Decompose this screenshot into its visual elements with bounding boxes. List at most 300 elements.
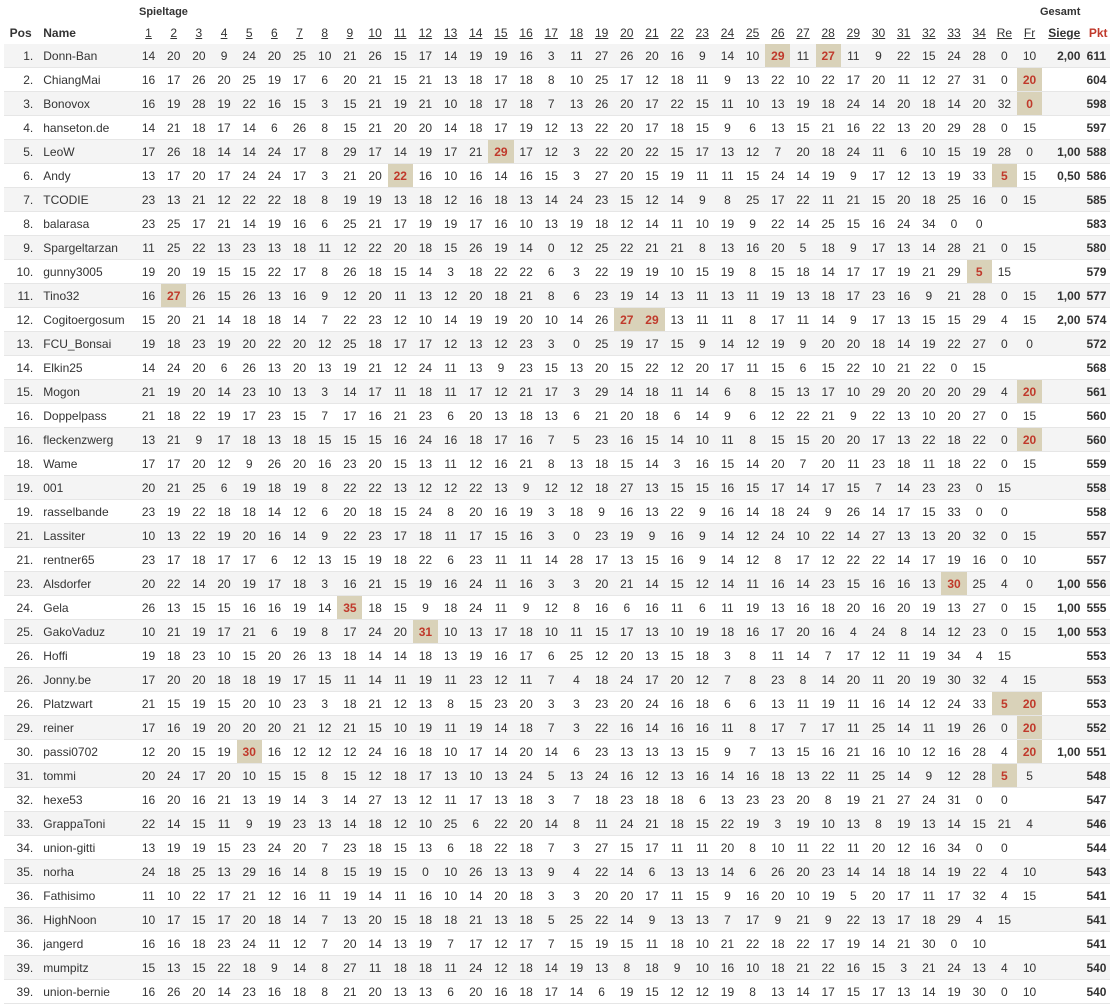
player-name[interactable]: Alsdorfer [37,572,136,596]
col-name-header[interactable]: Name [43,26,76,40]
matchday-15-points: 23 [488,692,513,716]
re-value: 4 [992,380,1017,404]
matchday-25-points: 10 [740,44,765,68]
player-name[interactable]: passi0702 [37,740,136,764]
matchday-18-points: 3 [564,836,589,860]
player-name[interactable]: Jonny.be [37,668,136,692]
matchday-17-points: 17 [539,980,564,1004]
col-day-6-header[interactable]: 6 [271,26,278,40]
matchday-7-points: 19 [287,476,312,500]
matchday-25-points: 12 [740,140,765,164]
matchday-34-points: 32 [967,524,992,548]
matchday-11-points: 18 [388,956,413,980]
player-name[interactable]: hanseton.de [37,116,136,140]
matchday-21-points: 15 [639,164,664,188]
matchday-10-points: 11 [362,956,387,980]
matchday-10-points: 20 [362,452,387,476]
matchday-22-points: 15 [665,140,690,164]
matchday-6-points: 6 [262,116,287,140]
re-value: 0 [992,836,1017,860]
player-name[interactable]: rasselbande [37,500,136,524]
player-name[interactable]: 001 [37,476,136,500]
matchday-5-points: 23 [237,980,262,1004]
col-day-14-header[interactable]: 14 [469,26,483,40]
matchday-18-points: 11 [564,620,589,644]
matchday-9-points: 22 [337,524,362,548]
matchday-32-points: 11 [916,884,941,908]
matchday-26-points: 18 [765,764,790,788]
player-name[interactable]: ChiangMai [37,68,136,92]
position: 26. [4,692,37,716]
matchday-10-points: 27 [362,788,387,812]
col-day-28-header[interactable]: 28 [821,26,835,40]
matchday-2-points: 20 [161,308,186,332]
matchday-21-points: 18 [639,380,664,404]
player-name[interactable]: hexe53 [37,788,136,812]
total-points: 598 [1086,92,1110,116]
player-name[interactable]: gunny3005 [37,260,136,284]
re-value: 5 [992,692,1017,716]
matchday-2-points: 22 [161,572,186,596]
matchday-10-points: 21 [362,68,387,92]
matchday-22-points: 14 [665,188,690,212]
matchday-18-points: 12 [564,476,589,500]
col-day-3-header[interactable]: 3 [195,26,203,40]
col-day-17-header[interactable]: 17 [544,26,558,40]
fr-value: 20 [1017,740,1042,764]
matchday-5-points: 19 [237,476,262,500]
matchday-17-points: 3 [539,524,564,548]
matchday-23-points: 18 [690,644,715,668]
matchday-25-points: 11 [740,284,765,308]
player-name[interactable]: Hoffi [37,644,136,668]
matchday-31-points: 20 [891,92,916,116]
matchday-11-points: 15 [388,908,413,932]
matchday-21-points: 12 [639,764,664,788]
col-day-29-header[interactable]: 29 [846,26,861,40]
matchday-6-points: 13 [262,428,287,452]
matchday-18-points: 25 [564,644,589,668]
matchday-13-points: 10 [438,740,463,764]
matchday-10-points: 21 [362,116,387,140]
matchday-22-points: 16 [665,524,690,548]
matchday-18-points: 6 [564,740,589,764]
col-day-16-header[interactable]: 16 [519,26,533,40]
matchday-18-points: 3 [564,164,589,188]
player-name[interactable]: mumpitz [37,956,136,980]
re-value: 0 [992,620,1017,644]
matchday-21-points: 18 [639,404,664,428]
matchday-14-points: 12 [463,452,488,476]
matchday-11-points: 17 [388,212,413,236]
matchday-2-points: 16 [161,932,186,956]
matchday-4-points: 15 [211,836,236,860]
re-value: 5 [992,164,1017,188]
matchday-19-points: 23 [589,284,614,308]
col-siege-header[interactable]: Siege [1048,26,1081,40]
matchday-22-points: 13 [665,860,690,884]
player-name[interactable]: Lassiter [37,524,136,548]
player-name[interactable]: Donn-Ban [37,44,136,68]
matchday-10-points: 18 [362,332,387,356]
col-re-header[interactable]: Re [996,26,1013,40]
matchday-22-points: 6 [665,404,690,428]
matchday-24-points: 14 [715,44,740,68]
matchday-2-points: 25 [161,236,186,260]
matchday-7-points: 14 [287,860,312,884]
matchday-18-points: 24 [564,188,589,212]
matchday-10-points: 18 [362,500,387,524]
matchday-28-points: 17 [816,716,841,740]
matchday-28-points: 17 [816,476,841,500]
fr-value: 10 [1017,44,1042,68]
matchday-34-points: 19 [967,140,992,164]
col-day-25-header[interactable]: 25 [745,26,760,40]
col-day-13-header[interactable]: 13 [443,26,458,40]
col-day-12-header[interactable]: 12 [418,26,433,40]
matchday-33-points: 14 [941,812,966,836]
col-day-26-header[interactable]: 26 [771,26,785,40]
matchday-27-points: 19 [790,812,815,836]
col-day-15-header[interactable]: 15 [494,26,508,40]
matchday-1-points: 13 [136,428,161,452]
col-day-7-header[interactable]: 7 [296,26,303,40]
matchday-3-points: 18 [186,548,211,572]
matchday-15-points: 16 [488,500,513,524]
player-name[interactable]: union-bernie [37,980,136,1004]
matchday-6-points: 6 [262,548,287,572]
col-fr-header[interactable]: Fr [1023,26,1036,40]
matchday-11-points: 15 [388,596,413,620]
player-name[interactable]: Spargeltarzan [37,236,136,260]
matchday-13-points: 17 [438,140,463,164]
matchday-31-points: 19 [891,260,916,284]
col-day-19-header[interactable]: 19 [594,26,609,40]
matchday-25-points: 8 [740,644,765,668]
matchday-14-points: 14 [463,884,488,908]
matchday-2-points: 15 [161,692,186,716]
matchday-3-points: 15 [186,908,211,932]
matchday-29-points: 20 [841,332,866,356]
col-day-24-header[interactable]: 24 [720,26,735,40]
fr-value: 0 [1017,572,1042,596]
matchday-22-points: 11 [665,596,690,620]
player-name[interactable]: union-gitti [37,836,136,860]
player-name[interactable]: LeoW [37,140,136,164]
col-day-18-header[interactable]: 18 [569,26,584,40]
player-name[interactable]: HighNoon [37,908,136,932]
col-day-30-header[interactable]: 30 [871,26,886,40]
matchday-2-points: 17 [161,908,186,932]
col-day-23-header[interactable]: 23 [695,26,709,40]
siege-value [1042,668,1086,692]
col-day-34-header[interactable]: 34 [972,26,986,40]
matchday-13-points: 15 [438,236,463,260]
total-points: 556 [1086,572,1110,596]
matchday-7-points: 15 [287,92,312,116]
col-day-32-header[interactable]: 32 [922,26,936,40]
matchday-31-points: 14 [891,476,916,500]
matchday-4-points: 12 [211,452,236,476]
col-day-20-header[interactable]: 20 [620,26,634,40]
matchday-33-points: 19 [941,548,966,572]
player-name[interactable]: Cogitoergosum [37,308,136,332]
siege-value [1042,356,1086,380]
col-day-4-header[interactable]: 4 [220,26,228,40]
matchday-10-points: 21 [362,212,387,236]
fr-value: 20 [1017,380,1042,404]
matchday-6-points: 19 [262,68,287,92]
matchday-32-points: 10 [916,140,941,164]
player-name[interactable]: balarasa [37,212,136,236]
fr-value: 20 [1017,692,1042,716]
matchday-9-points: 12 [337,284,362,308]
matchday-15-points: 19 [488,308,513,332]
matchday-31-points: 13 [891,236,916,260]
matchday-22-points: 19 [665,164,690,188]
player-name[interactable]: TCODIE [37,188,136,212]
position: 26. [4,668,37,692]
matchday-6-points: 13 [262,236,287,260]
matchday-29-points: 17 [841,284,866,308]
matchday-34-points: 29 [967,308,992,332]
matchday-2-points: 18 [161,332,186,356]
matchday-12-points: 17 [413,764,438,788]
total-points: 544 [1086,836,1110,860]
matchday-12-points: 21 [413,68,438,92]
matchday-21-points: 18 [639,788,664,812]
matchday-8-points: 8 [312,140,337,164]
player-name[interactable]: rentner65 [37,548,136,572]
matchday-6-points: 13 [262,356,287,380]
total-points: 555 [1086,596,1110,620]
matchday-8-points: 7 [312,404,337,428]
matchday-25-points: 15 [740,164,765,188]
position: 33. [4,812,37,836]
matchday-24-points: 16 [715,500,740,524]
matchday-20-points: 13 [614,548,639,572]
col-pkt-header[interactable]: Pkt [1088,26,1108,40]
matchday-28-points: 9 [816,500,841,524]
matchday-6-points: 22 [262,332,287,356]
matchday-31-points: 13 [891,404,916,428]
matchday-33-points: 0 [941,356,966,380]
player-name[interactable]: tommi [37,764,136,788]
matchday-19-points: 18 [589,476,614,500]
matchday-26-points: 13 [765,692,790,716]
col-day-31-header[interactable]: 31 [897,26,911,40]
col-day-1-header[interactable]: 1 [145,26,152,40]
matchday-9-points: 25 [337,212,362,236]
matchday-20-points: 15 [614,188,639,212]
matchday-19-points: 22 [589,116,614,140]
total-points: 568 [1086,356,1110,380]
matchday-13-points: 13 [438,764,463,788]
matchday-16-points: 18 [514,68,539,92]
col-day-9-header[interactable]: 9 [346,26,354,40]
matchday-16-points: 18 [514,836,539,860]
player-name[interactable]: Fathisimo [37,884,136,908]
matchday-31-points: 27 [891,788,916,812]
matchday-23-points: 11 [690,836,715,860]
matchday-14-points: 16 [463,164,488,188]
total-points: 586 [1086,164,1110,188]
matchday-26-points: 24 [765,164,790,188]
matchday-30-points: 12 [866,644,891,668]
matchday-7-points: 12 [287,548,312,572]
fr-value: 10 [1017,980,1042,1004]
matchday-11-points: 16 [388,740,413,764]
matchday-32-points: 13 [916,572,941,596]
matchday-22-points: 22 [665,500,690,524]
matchday-22-points: 22 [665,92,690,116]
re-value: 0 [992,284,1017,308]
col-day-10-header[interactable]: 10 [368,26,382,40]
col-day-5-header[interactable]: 5 [245,26,253,40]
fr-value: 15 [1017,164,1042,188]
matchday-32-points: 34 [916,212,941,236]
matchday-6-points: 22 [262,260,287,284]
matchday-2-points: 17 [161,548,186,572]
col-day-27-header[interactable]: 27 [796,26,810,40]
player-name[interactable]: Bonovox [37,92,136,116]
player-name[interactable]: Elkin25 [37,356,136,380]
matchday-1-points: 23 [136,548,161,572]
matchday-9-points: 19 [337,188,362,212]
player-name[interactable]: fleckenzwerg [37,428,136,452]
matchday-8-points: 7 [312,308,337,332]
matchday-31-points: 14 [891,764,916,788]
matchday-21-points: 6 [639,860,664,884]
matchday-26-points: 15 [765,356,790,380]
player-name[interactable]: Tino32 [37,284,136,308]
matchday-18-points: 18 [564,500,589,524]
matchday-19-points: 27 [589,44,614,68]
matchday-32-points: 15 [916,308,941,332]
player-name[interactable]: GrappaToni [37,812,136,836]
player-name[interactable]: Doppelpass [37,404,136,428]
matchday-11-points: 15 [388,44,413,68]
matchday-10-points: 16 [362,404,387,428]
player-name[interactable]: reiner [37,716,136,740]
matchday-19-points: 27 [589,836,614,860]
matchday-7-points: 16 [287,284,312,308]
matchday-29-points: 16 [841,116,866,140]
matchday-5-points: 17 [237,548,262,572]
fr-value: 20 [1017,716,1042,740]
col-day-8-header[interactable]: 8 [321,26,329,40]
matchday-28-points: 18 [816,92,841,116]
matchday-25-points: 14 [740,452,765,476]
matchday-29-points: 21 [841,740,866,764]
table-row [4,356,1110,380]
matchday-1-points: 15 [136,308,161,332]
matchday-10-points: 17 [362,140,387,164]
matchday-19-points: 23 [589,188,614,212]
matchday-26-points: 19 [765,284,790,308]
col-day-11-header[interactable]: 11 [394,26,407,40]
matchday-15-points: 14 [488,740,513,764]
matchday-19-points: 22 [589,908,614,932]
matchday-17-points: 8 [539,452,564,476]
matchday-14-points: 16 [463,188,488,212]
matchday-22-points: 16 [665,548,690,572]
matchday-2-points: 20 [161,44,186,68]
matchday-12-points: 18 [413,188,438,212]
matchday-18-points: 4 [564,668,589,692]
fr-value: 0 [1017,140,1042,164]
matchday-8-points: 8 [312,980,337,1004]
matchday-10-points: 21 [362,572,387,596]
matchday-25-points: 16 [740,236,765,260]
matchday-23-points: 9 [690,44,715,68]
player-name[interactable]: FCU_Bonsai [37,332,136,356]
matchday-31-points: 14 [891,692,916,716]
matchday-1-points: 20 [136,572,161,596]
matchday-15-points: 19 [488,44,513,68]
matchday-23-points: 14 [690,404,715,428]
fr-value: 15 [1017,620,1042,644]
matchday-8-points: 8 [312,188,337,212]
matchday-4-points: 11 [211,812,236,836]
matchday-18-points: 13 [564,356,589,380]
matchday-27-points: 6 [790,356,815,380]
matchday-18-points: 11 [564,44,589,68]
player-name[interactable]: Gela [37,596,136,620]
matchday-24-points: 14 [715,572,740,596]
matchday-21-points: 17 [639,332,664,356]
matchday-29-points: 11 [841,764,866,788]
matchday-16-points: 17 [514,932,539,956]
player-name[interactable]: GakoVaduz [37,620,136,644]
matchday-13-points: 11 [438,452,463,476]
matchday-6-points: 13 [262,284,287,308]
col-day-33-header[interactable]: 33 [947,26,961,40]
player-name[interactable]: Andy [37,164,136,188]
player-name[interactable]: Wame [37,452,136,476]
matchday-22-points: 11 [665,884,690,908]
col-day-2-header[interactable]: 2 [170,26,178,40]
matchday-26-points: 15 [765,428,790,452]
col-pos-header[interactable]: Pos [9,26,32,40]
matchday-8-points: 8 [312,476,337,500]
position: 3. [4,92,37,116]
matchday-3-points: 19 [186,836,211,860]
player-name[interactable]: jangerd [37,932,136,956]
matchday-23-points: 16 [690,764,715,788]
matchday-26-points: 8 [765,548,790,572]
matchday-6-points: 10 [262,692,287,716]
player-name[interactable]: norha [37,860,136,884]
matchday-21-points: 15 [639,548,664,572]
matchday-6-points: 19 [262,788,287,812]
matchday-11-points: 13 [388,188,413,212]
col-day-21-header[interactable]: 21 [645,26,659,40]
fr-value: 15 [1017,452,1042,476]
col-day-22-header[interactable]: 22 [670,26,684,40]
matchday-4-points: 23 [211,932,236,956]
matchday-11-points: 13 [388,476,413,500]
matchday-1-points: 19 [136,332,161,356]
matchday-27-points: 22 [790,188,815,212]
matchday-29-points: 19 [841,932,866,956]
player-name[interactable]: Platzwart [37,692,136,716]
matchday-12-points: 22 [413,548,438,572]
matchday-34-points: 26 [967,716,992,740]
matchday-28-points: 9 [816,908,841,932]
matchday-4-points: 21 [211,212,236,236]
player-name[interactable]: Mogon [37,380,136,404]
